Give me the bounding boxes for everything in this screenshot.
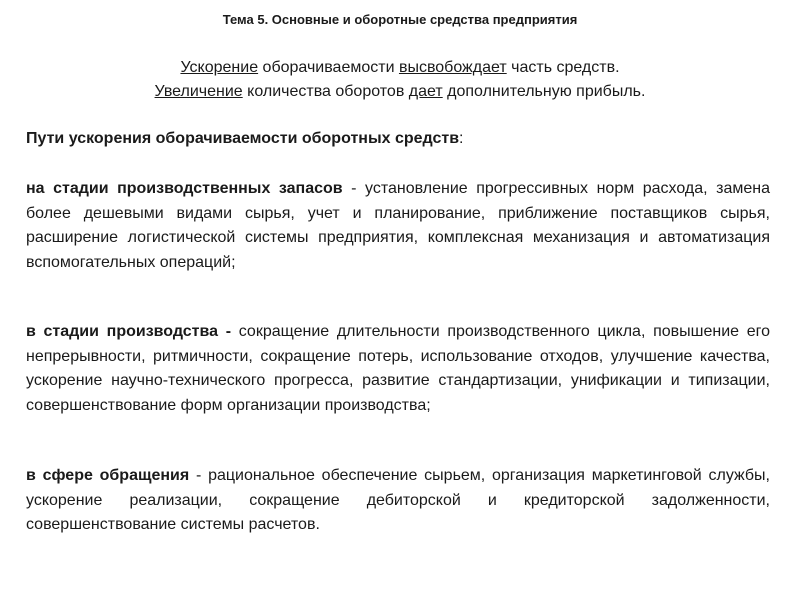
intro-line-1-keyword-1: Ускорение xyxy=(180,59,259,76)
slide-header-title: Тема 5. Основные и оборотные средства предприятия xyxy=(222,12,578,27)
ways-heading xyxy=(26,128,776,150)
intro-line-2-text-1: количества оборотов xyxy=(242,83,409,100)
ways-heading-text: Пути ускорения оборачиваемости оборотных средств xyxy=(26,130,460,147)
stage-title: в сфере обращения xyxy=(26,467,190,484)
intro-line-1-keyword-2: высвобождает xyxy=(398,59,507,76)
stage-text: - рациональное обеспечение сырьем, организация маркетинговой службы, ускорение реализации, сокращение дебиторской и кредиторской задолженности, совершенствование системы расчетов. xyxy=(26,467,770,533)
intro-line-1 xyxy=(30,56,770,80)
intro-statements xyxy=(30,56,770,104)
intro-line-2-keyword-2: дает xyxy=(408,83,443,100)
stage-paragraph-inventory xyxy=(26,177,770,275)
stage-paragraph-production xyxy=(26,320,770,418)
intro-line-2-keyword-1: Увеличение xyxy=(154,83,243,100)
intro-line-1-text-2: часть средств. xyxy=(506,59,620,76)
stage-paragraph-circulation xyxy=(26,464,770,538)
stage-text: - установление прогрессивных норм расхода, замена более дешевыми видами сырья, учет и планирование, приближение поставщиков сырья, расширение логистической системы предприятия, комплексная механизация и автоматизация вспомогательных операций; xyxy=(26,180,770,271)
ways-heading-colon: : xyxy=(459,130,464,147)
intro-line-2 xyxy=(30,80,770,104)
intro-line-1-text-1: оборачиваемости xyxy=(258,59,399,76)
stage-text: сокращение длительности производственного цикла, повышение его непрерывности, ритмичности, сокращение потерь, использование отходов, улучшение качества, ускорение научно-технического прогресса, развитие стандартизации, унификации и типизации, совершенствование форм организации производства; xyxy=(26,323,771,414)
intro-line-2-text-2: дополнительную прибыль. xyxy=(442,83,646,100)
stage-title: в стадии производства - xyxy=(26,323,232,340)
stage-title: на стадии производственных запасов xyxy=(26,180,343,197)
